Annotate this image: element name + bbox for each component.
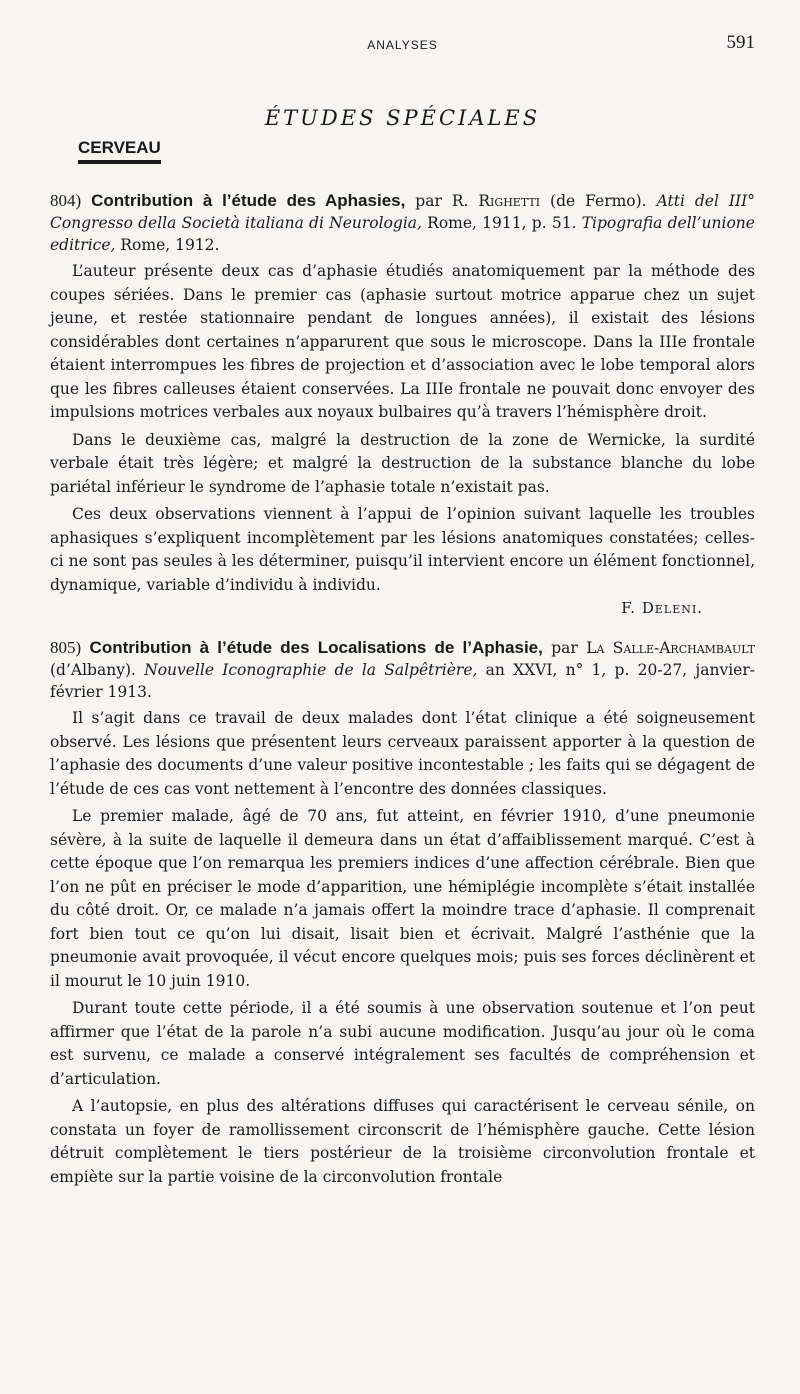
page (50, 28, 755, 1189)
page-header (50, 28, 755, 58)
author-place: (de Fermo). (550, 192, 647, 210)
entry-805 (50, 637, 755, 1189)
signature-initial: F. (621, 599, 637, 617)
author-place: (d’Albany). (50, 661, 136, 679)
citation (50, 190, 755, 256)
journal: Atti del III° Congresso della Società italiana di Neurologia, (50, 192, 755, 232)
running-head: ANALYSES (367, 38, 438, 52)
section-title: ÉTUDES SPÉCIALES (264, 106, 541, 130)
entry-804 (50, 190, 755, 617)
entry-title: Contribution à l’étude des Localisations de l’Aphasie, (89, 638, 543, 657)
paragraph: Dans le deuxième cas, malgré la destruction de la zone de Wernicke, la surdité verbale était très légère; et malgré la destruction de la substance blanche du lobe pariétal inférieur le syndrome de l’aphasie totale n’existait pas. (50, 430, 755, 496)
publication-detail: an XXVI, n° 1, p. 20-27, janvier-février 1913. (50, 661, 755, 701)
subsection-heading: CERVEAU (78, 138, 161, 164)
paragraph: Le premier malade, âgé de 70 ans, fut atteint, en février 1910, d’une pneumonie sévère, à la suite de laquelle il demeura dans un état d’affaiblissement marqué. C’est à cette époque que l’on remarqua les premiers indices d’une affection cérébrale. Bien que l’on ne pût en préciser le mode d’apparition, une hémiplégie incomplète s’était installée du côté droit. Or, ce malade n’a jamais offert la moindre trace d’aphasie. Il comprenait fort bien tout ce qu’on lui disait, lisait bien et écrivait. Malgré l’asthénie que la pneumonie avait provoquée, il vécut encore quelques mois; puis ses forces déclinèrent et il mourut le 10 juin 1910. (50, 807, 755, 990)
publisher: Tipografia dell’unione editrice, (50, 214, 755, 254)
signature (50, 599, 703, 617)
paragraph: Ces deux observations viennent à l’appui de l’opinion suivant laquelle les troubles aphasiques s’expliquent incomplètement par les lésions anatomiques constatées; celles-ci ne sont pas seules à les déterminer, puisqu’il intervient encore un élément fonctionnel, dynamique, variable d’individu à individu. (50, 505, 755, 594)
author: Righetti (478, 192, 541, 210)
entry-number: 805) (50, 638, 82, 657)
publication-detail: Rome, 1911, p. 51. (427, 214, 577, 232)
entry-number: 804) (50, 191, 82, 210)
signature-name: Deleni. (641, 599, 703, 617)
by-text: par (551, 639, 578, 657)
entry-title: Contribution à l’étude des Aphasies, (91, 191, 406, 210)
author: La Salle-Archambault (586, 639, 755, 657)
page-number: 591 (726, 32, 755, 53)
paragraph: L’auteur présente deux cas d’aphasie étudiés anatomiquement par la méthode des coupes sériées. Dans le premier cas (aphasie surtout motrice apparue chez un sujet jeune, et restée stationnaire pendant de longues années), il existait des lésions considérables dont certaines n’apparurent que sous le microscope. Dans la IIIe frontale étaient interrompues les fibres de projection et d’association avec le lobe temporal alors que les fibres calleuses étaient conservées. La IIIe frontale ne pouvait donc envoyer des impulsions motrices verbales aux noyaux bulbaires qu’à travers l’hémisphère droit. (50, 262, 755, 421)
paragraph: Il s’agit dans ce travail de deux malades dont l’état clinique a été soigneusement observé. Les lésions que présentent leurs cerveaux paraissent apporter à la question de l’aphasie des documents d’une valeur positive incontestable ; les faits qui se dégagent de l’étude de ces cas vont nettement à l’encontre des données classiques. (50, 709, 755, 798)
journal: Nouvelle Iconographie de la Salpêtrière, (144, 661, 478, 679)
paragraph: Durant toute cette période, il a été soumis à une observation soutenue et l’on peut affirmer que l’état de la parole n’a subi aucune modification. Jusqu’au jour où le coma est survenu, ce malade a conservé intégralement ses facultés de compréhension et d’articulation. (50, 999, 755, 1088)
citation (50, 637, 755, 703)
publication-place-year: Rome, 1912. (120, 236, 220, 254)
by-text: par R. (415, 192, 469, 210)
paragraph: A l’autopsie, en plus des altérations diffuses qui caractérisent le cerveau sénile, on constata un foyer de ramollissement circonscrit de l’hémisphère gauche. Cette lésion détruit complètement le tiers postérieur de la troisième circonvolution frontale et empiète sur la partie voisine de la circonvolution frontale (50, 1097, 755, 1186)
